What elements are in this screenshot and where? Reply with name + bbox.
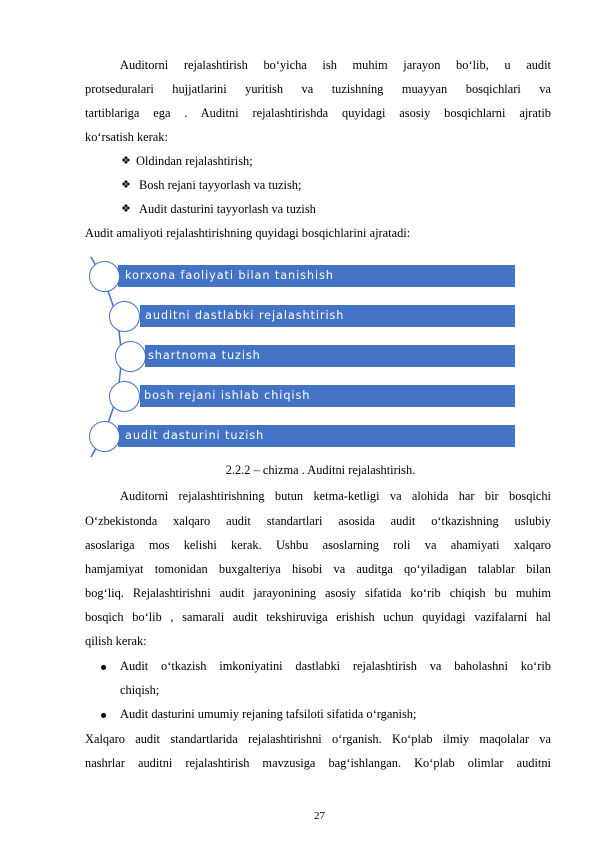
diamond-bullet-icon: ❖ <box>121 179 131 191</box>
step-circle-icon <box>115 341 146 372</box>
diagram-step-label: audit dasturini tuzish <box>125 429 265 442</box>
paragraph-line: protseduralari hujjatlarini yuritish va tuzishning muayyan bosqichlari va <box>85 82 551 96</box>
step-circle-icon <box>89 421 120 452</box>
list-item: Oldindan rejalashtirish; <box>136 154 253 168</box>
intro-line: Audit amaliyoti rejalashtirishning quyidagi bosqichlarini ajratadi: <box>85 226 411 240</box>
paragraph-line: bosqich bo‘lib , samarali audit tekshiruviga erishish uchun quyidagi vazifalarni hal <box>85 610 551 624</box>
diagram-step-label: shartnoma tuzish <box>148 349 261 362</box>
paragraph-line: Auditorni rejalashtirish bo‘yicha ish muhim jarayon bo‘lib, u audit <box>120 58 551 72</box>
bullet-dot-icon <box>101 665 106 670</box>
diamond-bullet-icon: ❖ <box>121 203 131 215</box>
figure-caption: 2.2.2 – chizma . Auditni rejalashtirish. <box>225 463 416 477</box>
list-item: Audit dasturini tayyorlash va tuzish <box>139 202 316 216</box>
diagram-step-bar <box>145 345 515 367</box>
list-item: Audit o‘tkazish imkoniyatini dastlabki rejalashtirish va baholashni ko‘rib <box>120 659 551 673</box>
paragraph-line: Auditorni rejalashtirishning butun ketma-ketligi va alohida har bir bosqichi <box>120 489 551 503</box>
paragraph-line: Xalqaro audit standartlarida rejalashtirishni o‘rganish. Ko‘plab ilmiy maqolalar va <box>85 732 551 746</box>
diagram-step-label: korxona faoliyati bilan tanishish <box>125 269 334 282</box>
diagram-step-bar <box>140 305 515 327</box>
paragraph-line: nashrlar auditni rejalashtirish mavzusiga bag‘ishlangan. Ko‘plab olimlar auditni <box>85 756 551 770</box>
step-circle-icon <box>89 261 120 292</box>
list-item-continuation: chiqish; <box>120 683 160 697</box>
diagram-step-bar <box>118 265 515 287</box>
step-circle-icon <box>109 381 140 412</box>
page-number: 27 <box>314 810 325 822</box>
diagram-step-label: auditni dastlabki rejalashtirish <box>145 309 345 322</box>
paragraph-line: qilish kerak: <box>85 634 147 648</box>
paragraph-line: bog‘liq. Rejalashtirishni audit jarayonining asosiy sifatida ko‘rib chiqish bu muhim <box>85 586 551 600</box>
diagram-step-label: bosh rejani ishlab chiqish <box>144 389 311 402</box>
bullet-dot-icon <box>101 713 106 718</box>
list-item: Audit dasturini umumiy rejaning tafsiloti sifatida o‘rganish; <box>120 707 417 721</box>
paragraph-line: hamjamiyat tomonidan buxgalteriya hisobi va auditga qo‘yiladigan talablar bilan <box>85 562 551 576</box>
list-item: Bosh rejani tayyorlash va tuzish; <box>139 178 302 192</box>
step-circle-icon <box>109 301 140 332</box>
diagram-step-bar <box>140 385 515 407</box>
paragraph-line: tartiblariga ega . Auditni rejalashtirishda quyidagi asosiy bosqichlarni ajratib <box>85 106 551 120</box>
paragraph-line: O‘zbekistonda xalqaro audit standartlari asosida audit o‘tkazishning uslubiy <box>85 514 551 528</box>
diagram-step-bar <box>118 425 515 447</box>
paragraph-line: asoslariga mos kelishi kerak. Ushbu asoslarning roli va ahamiyati xalqaro <box>85 538 551 552</box>
process-diagram <box>85 255 520 460</box>
diamond-bullet-icon: ❖ <box>121 155 131 167</box>
paragraph-line: ko‘rsatish kerak: <box>85 130 168 144</box>
